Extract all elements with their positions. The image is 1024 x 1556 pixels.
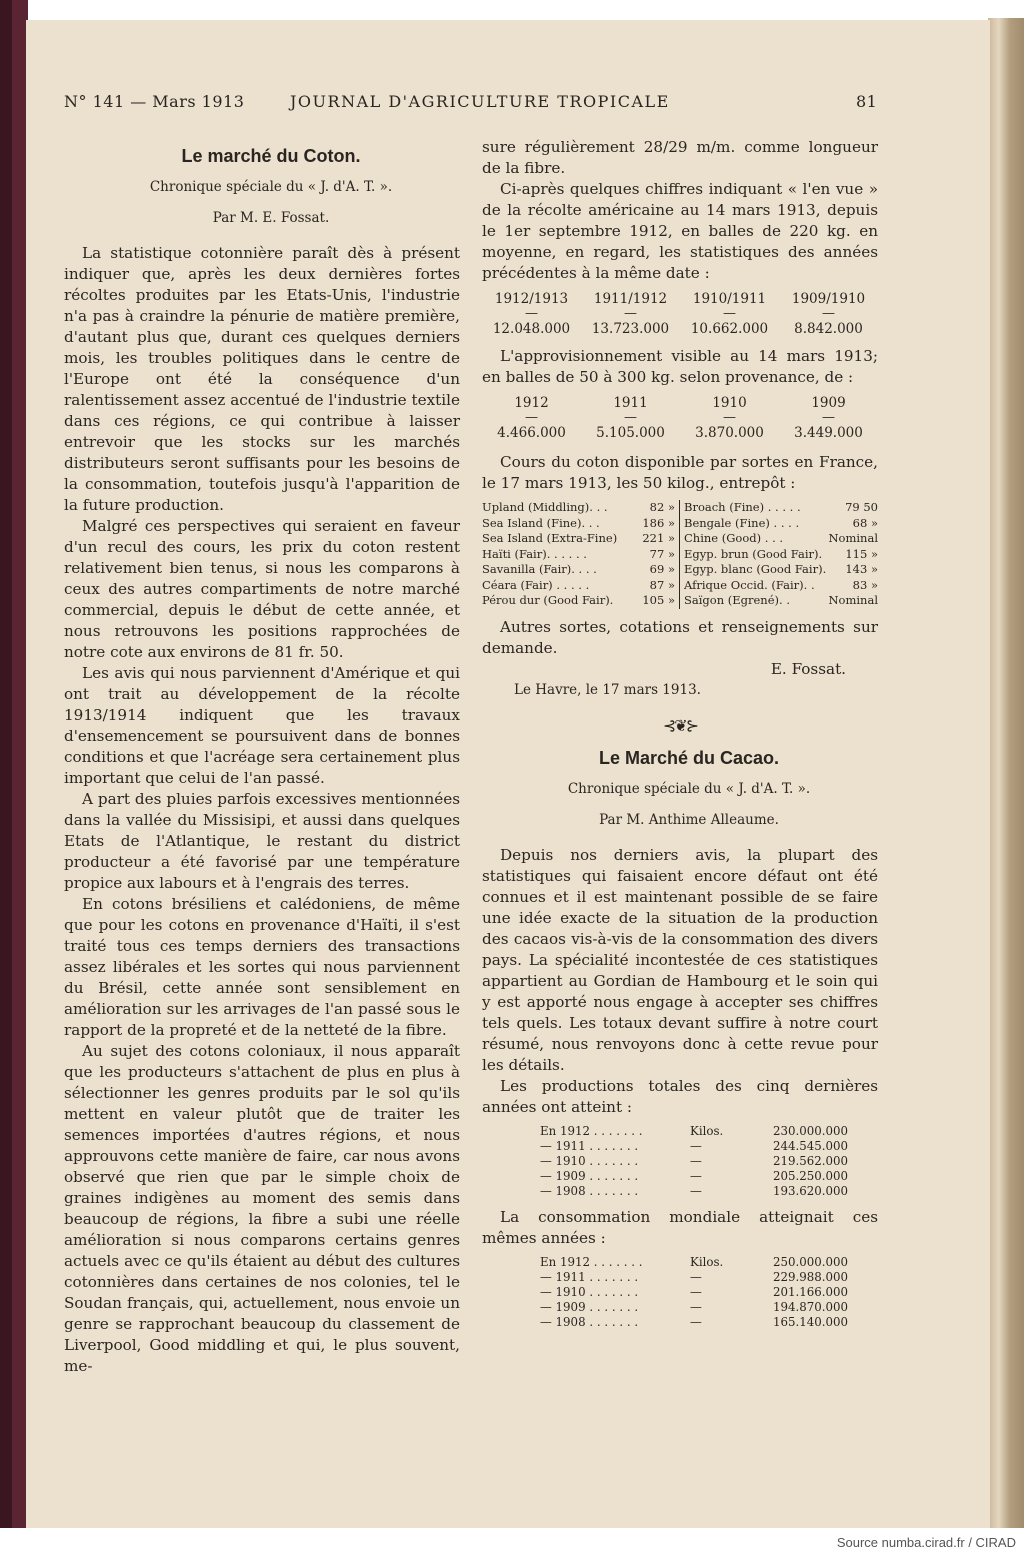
price-row: Savanilla (Fair). . . . 69 » [482,562,675,576]
stat-row: En 1912 . . . . . . . Kilos. 250.000.000 [540,1254,848,1269]
header-journal-title: JOURNAL D'AGRICULTURE TROPICALE [290,92,670,111]
coton-subtitle: Chronique spéciale du « J. d'A. T. ». [149,179,393,195]
appro-year: 1910 [712,395,747,411]
coton-paragraph: Malgré ces perspectives qui seraient en faveur d'un recul des cours, les prix du coton restent relativement bien tenus, si nous les comparons à ceux des autres compartiments de notre marché commercial, depuis le début de cette année, et nous retrouvons les positions rapprochées de notre cote aux environs de 81 fr. 50. [64,517,460,661]
cacao-author: Par M. Anthime Alleaume. [599,811,779,828]
price-row: Céara (Fair) . . . . . 87 » [482,577,675,592]
coton-paragraph: Les avis qui nous parviennent d'Amérique et qui ont trait au développement de la récolte 1913/1914 indiquent que les travaux d'ensemencement se poursuivent dans de bonnes conditions et que l'acréage sera certainement plus important que celui de l'an passé. [64,664,460,787]
price-table-right [680,500,878,609]
stat-row: — 1911 . . . . . . . — 244.545.000 [540,1138,848,1153]
en-vue-year: 1910/1911 [692,291,767,307]
en-vue-value: 8.842.000 [794,321,863,337]
price-row: Pérou dur (Good Fair). 105 » [482,593,675,607]
price-row: Saïgon (Egrené). . Nominal [684,593,878,607]
price-row: Chine (Good) . . . Nominal [684,531,878,545]
cacao-paragraph: Depuis nos derniers avis, la plupart des statistiques qui faisaient encore défaut ont été connues et il est maintenant possible de se faire une idée exacte de la situation de la production des cacaos vis-à-vis de la consommation des divers pays. La spécialité incontestée de ces statistiques appartient au Gordian de Hambourg et le soin qui y est apporté nous engage à accepter ses chiffres tels quels. Les totaux devant suffire à notre court résumé, nous renvoyons donc à cette revue pour les détails. [482,845,878,1074]
coton-signature: E. Fossat. [770,659,846,678]
header-page-number: 81 [856,92,878,111]
header-issue: N° 141 — Mars 1913 [64,92,245,111]
stat-row: — 1908 . . . . . . . — 165.140.000 [540,1314,848,1329]
dash: — [723,410,736,425]
right-column [482,137,878,1330]
stat-row: — 1910 . . . . . . . — 201.166.000 [540,1284,848,1299]
appro-value: 5.105.000 [596,425,665,441]
stat-row: — 1910 . . . . . . . — 219.562.000 [540,1153,848,1168]
price-row: Sea Island (Extra-Fine) 221 » [482,531,675,545]
coton-paragraph: En cotons brésiliens et calédoniens, de même que pour les cotons en provenance d'Haïti, il s'est traité tous ces temps derniers des transactions assez libérales et les sortes qui nous parviennent du Brésil, cette année sont sensiblement en amélioration sur les arrivages de l'an passé sous le rapport de la propreté et de la netteté de la fibre. [64,895,460,1039]
price-table [482,500,878,609]
en-vue-year: 1911/1912 [593,291,668,307]
stat-row: — 1908 . . . . . . . — 193.620.000 [540,1183,848,1198]
autres-sortes: Autres sortes, cotations et renseignements sur demande. [482,617,878,657]
consumption-table [482,1255,878,1330]
coton-title: Le marché du Coton. [181,146,361,166]
coton-paragraph: Au sujet des cotons coloniaux, il nous apparaît que les producteurs s'attachent de plus en plus à sélectionner les genres produits par le sol qu'ils mettent en valeur plutôt que de traiter les semences importées d'autres régions, et nous approuvons cette manière de faire, car nous avons observé que rien que par le simple choix de graines indigènes au moment des semis dans beaucoup de régions, la fibre a subi une réelle amélioration si nous comparons certains genres actuels avec ce qu'ils étaient au début des cultures cotonnières dans certaines de nos colonies, tel le Soudan français, qui, actuellement, nous envoie un genre se rapprochant beaucoup du classement de Liverpool, Good middling et qui, le plus souvent, me- [64,1042,460,1375]
dash: — [624,306,637,321]
price-row: Upland (Middling). . . 82 » [482,500,675,514]
price-row: Sea Island (Fine). . . 186 » [482,515,675,530]
source-credit[interactable]: Source numba.cirad.fr / CIRAD [836,1535,1016,1550]
coton-paragraph: La statistique cotonnière paraît dès à présent indiquer que, après les deux dernières fortes récoltes produites par les Etats-Unis, l'industrie n'a pas à craindre la pénurie de matière première, d'autant plus que, durant ces quelques derniers mois, les troubles politiques dans le centre de l'Europe ont été la conséquence d'un ralentissement assez accentué de l'industrie textile dans ces régions, ce qui contribue à laisser entrevoir que les stocks sur les marchés distributeurs seront suffisants pour les besoins de la consommation, toutefois jusqu'à l'apparition de la future production. [64,244,460,514]
dash: — [822,410,835,425]
appro-value: 3.449.000 [794,425,863,441]
cacao-paragraph: Les productions totales des cinq dernières années ont atteint : [482,1076,878,1116]
page-edges [988,18,1024,1528]
stat-row: — 1911 . . . . . . . — 229.988.000 [540,1269,848,1284]
en-vue-value: 12.048.000 [492,321,571,337]
en-vue-value: 13.723.000 [591,321,670,337]
price-row: Haïti (Fair). . . . . . 77 » [482,546,675,561]
stat-row: En 1912 . . . . . . . Kilos. 230.000.000 [540,1123,848,1138]
price-row: Egyp. blanc (Good Fair). 143 » [684,562,878,576]
ornament-divider-icon: ⊰❦⊱ [662,715,698,735]
appro-intro: L'approvisionnement visible au 14 mars 1913; en balles de 50 à 300 kg. selon provenance, de : [482,347,878,386]
appro-table [482,394,878,442]
en-vue-year: 1912/1913 [494,291,569,307]
en-vue-year: 1909/1910 [791,291,866,307]
price-row: Bengale (Fine) . . . . 68 » [684,515,878,530]
appro-year: 1911 [613,395,648,411]
en-vue-value: 10.662.000 [690,321,769,337]
price-row: Afrique Occid. (Fair). . 83 » [684,577,878,592]
en-vue-intro: Ci-après quelques chiffres indiquant « l'en vue » de la récolte américaine au 14 mars 1913, depuis le 1er septembre 1912, en balles de 220 kg. en moyenne, en regard, les statistiques des années précédentes à la même date : [482,180,878,282]
cacao-subtitle: Chronique spéciale du « J. d'A. T. ». [567,780,811,797]
coton-paragraph: A part des pluies parfois excessives mentionnées dans la vallée du Missisipi, et aussi dans quelques Etats de l'Atlantique, le restant du district producteur a été favorisé par une température propice aux labours et à l'engrais des terres. [64,790,460,892]
price-table-left [482,500,680,609]
dash: — [624,410,637,425]
appro-year: 1909 [811,395,846,411]
dash: — [525,306,538,321]
dash: — [723,306,736,321]
dash: — [525,410,538,425]
cours-intro: Cours du coton disponible par sortes en France, le 17 mars 1913, les 50 kilog., entrepôt : [482,453,878,492]
price-row: Egyp. brun (Good Fair). 115 » [684,546,878,561]
left-column [64,146,460,1377]
stat-row: — 1909 . . . . . . . — 194.870.000 [540,1299,848,1314]
coton-continued: sure régulièrement 28/29 m/m. comme longueur de la fibre. [482,138,878,177]
stat-row: — 1909 . . . . . . . — 205.250.000 [540,1168,848,1183]
price-row: Broach (Fine) . . . . . 79 50 [684,500,878,514]
dash: — [822,306,835,321]
appro-year: 1912 [514,395,549,411]
en-vue-table [482,290,878,338]
appro-value: 4.466.000 [497,425,566,441]
cacao-paragraph: La consommation mondiale atteignait ces mêmes années : [482,1207,878,1247]
production-table [482,1124,878,1199]
coton-author: Par M. E. Fossat. [212,210,330,226]
appro-value: 3.870.000 [695,425,764,441]
book-binding-shadow [0,0,12,1528]
cacao-title: Le Marché du Cacao. [598,747,780,768]
place-date: Le Havre, le 17 mars 1913. [514,681,701,698]
